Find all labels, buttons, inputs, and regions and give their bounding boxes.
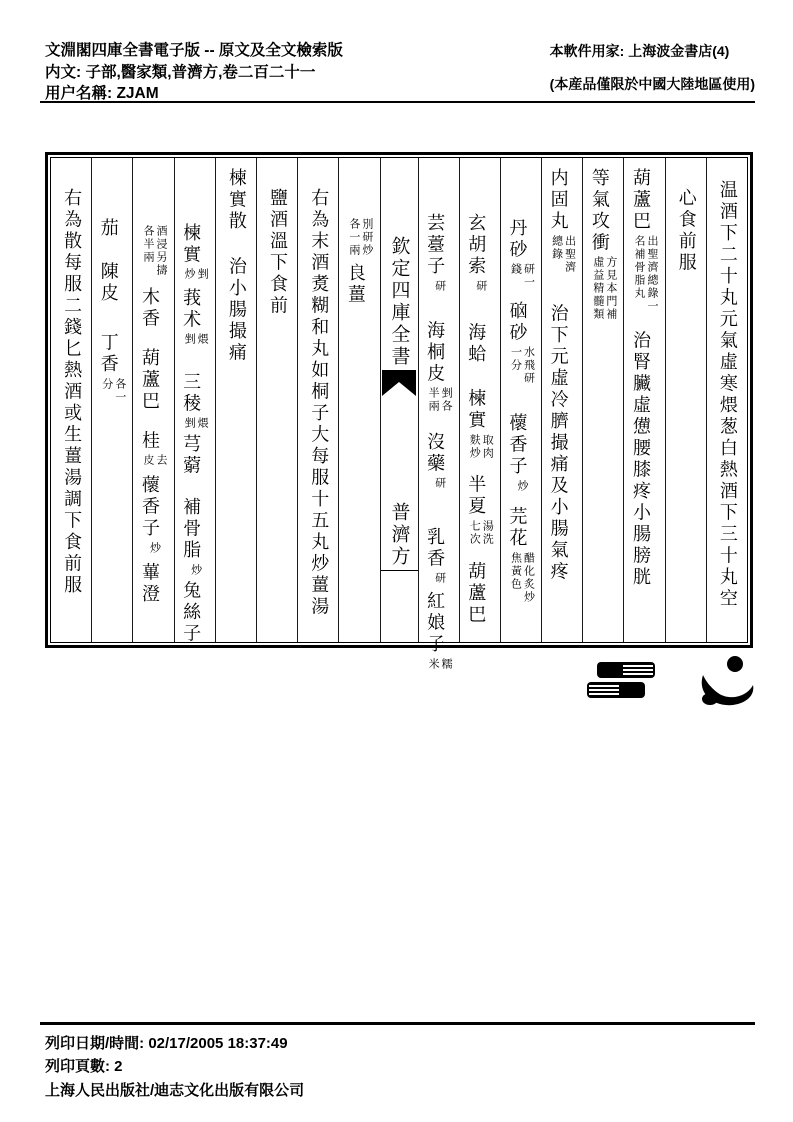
text-column-col-12 (256, 158, 297, 642)
gap (726, 168, 727, 180)
main-text-segment: 良薑 (344, 263, 366, 306)
annotation-segment (550, 235, 576, 274)
annotation-right-line: 水飛研 (522, 346, 536, 385)
text-column-col-7 (459, 158, 500, 642)
gap (318, 168, 319, 188)
gap (277, 168, 278, 188)
book-page (50, 157, 748, 671)
gap (148, 168, 149, 223)
annotation-right-line: 剉各 (440, 387, 454, 413)
annotation-segment (632, 235, 658, 313)
annotation-segment (148, 542, 161, 555)
banxin-column (380, 158, 418, 642)
gap (190, 168, 191, 223)
main-text-segment: 丹砂 (506, 218, 528, 261)
main-text-segment: 陳皮 (97, 261, 119, 305)
annotation-right-line: 糯 (440, 657, 454, 671)
annotation-right-line: 研一 (522, 263, 536, 289)
annotation-right-line: 研 (433, 279, 447, 293)
text-column-col-11 (297, 158, 338, 642)
gap (354, 168, 355, 216)
annotation-right-line: 研 (433, 477, 447, 490)
banxin-book-title: 普濟方 (388, 502, 411, 568)
gap (190, 477, 191, 497)
main-text-segment: 鹽酒溫下食前 (267, 188, 289, 317)
text-column-col-4 (582, 158, 623, 642)
annotation-segment (189, 564, 202, 577)
calligraphy-mark-logo-icon (691, 655, 759, 713)
column-text (346, 168, 373, 642)
gap (557, 276, 558, 304)
main-text-segment: 紅娘子 (424, 591, 446, 656)
annotation-right-line: 剉 (196, 268, 210, 281)
text-column-col-16 (91, 158, 132, 642)
text-column-col-5 (541, 158, 582, 642)
annotation-right-line: 炒 (189, 563, 203, 577)
annotation-left-line: 各半兩 (141, 225, 155, 264)
annotation-left-line: 剉 (183, 417, 197, 430)
gap (475, 295, 476, 323)
licensee: 本軟件用家: 上海波金書店(4) (549, 43, 730, 59)
annotation-left-line: 虛益精髓類 (591, 256, 605, 321)
annotation-segment (426, 658, 452, 671)
text-column-col-17 (51, 158, 91, 642)
gap (640, 315, 641, 331)
annotation-segment (182, 268, 208, 281)
banxin-rule (381, 570, 418, 571)
annotation-segment (141, 225, 167, 277)
gap (434, 295, 435, 321)
main-text-segment: 右為散每服二錢匕熱酒或生薑湯調下食前服 (61, 188, 83, 597)
annotation-right-line: 各一 (113, 377, 127, 404)
column-text (549, 168, 576, 642)
main-text-segment: 心食前服 (675, 188, 697, 274)
annotation-segment (509, 346, 535, 385)
main-text-segment: 治下元虛冷臍撮痛及小腸氣疼 (547, 303, 569, 583)
annotation-right-line: 別研炒 (360, 218, 374, 257)
annotation-left-line: 炒 (183, 268, 197, 281)
annotation-segment (474, 280, 487, 293)
header-left (45, 40, 343, 105)
text-column-col-14 (174, 158, 215, 645)
annotation-left-line: 皮 (141, 454, 155, 467)
annotation-left-line: 半兩 (427, 387, 441, 413)
annotation-segment (509, 263, 535, 289)
main-text-segment: 芎藭 (180, 434, 202, 477)
main-text-segment: 玄胡索 (465, 213, 487, 278)
main-text-segment: 内固丸 (547, 168, 569, 233)
annotation-segment (433, 572, 446, 585)
annotation-right-line: 湯洗 (481, 519, 495, 546)
header-right (550, 40, 755, 105)
annotation-segment (467, 520, 493, 546)
annotation-left-line: 米 (427, 657, 441, 671)
column-text (99, 168, 126, 642)
main-text-segment: 海桐皮 (424, 320, 446, 385)
annotation-segment (433, 280, 446, 293)
gap (107, 240, 108, 262)
main-text-segment: 楝實散 (225, 168, 247, 233)
app-title: 文淵閣四庫全書電子版 -- 原文及全文檢索版 (45, 42, 343, 59)
print-pages: 列印頁數: 2 (45, 1058, 123, 1076)
column-text (61, 168, 83, 642)
main-text-segment: 茄 (97, 218, 119, 240)
column-text (140, 168, 167, 642)
main-text-segment: 硇砂 (506, 301, 528, 344)
header-rule (40, 101, 755, 103)
main-text-segment: 右為末酒煑糊和丸如桐子大每服十五丸炒薑湯 (308, 188, 330, 618)
main-text-segment: 楝實 (465, 388, 487, 432)
annotation-segment (347, 218, 373, 257)
annotation-right-line: 取肉 (481, 433, 495, 460)
main-text-segment: 丁香 (97, 332, 119, 376)
annotation-right-line: 出聖濟總錄一 (646, 234, 660, 313)
main-text-segment: 楝實 (180, 223, 202, 266)
text-column-col-15 (132, 158, 173, 642)
main-text-segment: 葫蘆巴 (138, 348, 160, 413)
annotation-segment (515, 480, 528, 493)
gap (516, 495, 517, 507)
column-text (466, 168, 493, 642)
annotation-left-line: 焦黃色 (509, 551, 523, 591)
main-text-segment: 乳香 (424, 527, 446, 570)
text-column-col-1 (706, 158, 747, 642)
annotation-left-line: 麩炒 (468, 433, 482, 460)
main-text-segment: 木香 (138, 287, 160, 330)
text-column-col-10 (338, 158, 379, 642)
main-text-segment: 芫花 (506, 506, 528, 550)
column-text (424, 168, 454, 671)
main-text-segment: 莪术 (180, 288, 202, 331)
gap (434, 168, 435, 213)
column-text (180, 168, 210, 645)
main-text-segment: 蓽澄 (138, 562, 160, 606)
annotation-right-line: 醋化炙炒 (522, 551, 536, 604)
main-text-segment: 蘹香子 (506, 413, 528, 478)
gap (475, 462, 476, 475)
column-text (267, 168, 289, 642)
gap (107, 305, 108, 333)
column-text (590, 168, 617, 642)
main-text-segment: 葫蘆巴 (465, 561, 487, 626)
column-text (507, 168, 534, 642)
content-path: 内文: 子部,醫家類,普濟方,卷二百二十一 (45, 63, 316, 81)
column-text (631, 168, 658, 642)
annotation-segment (182, 417, 208, 430)
annotation-right-line: 酒浸另擣 (154, 225, 168, 277)
gap (434, 415, 435, 432)
gap (685, 168, 686, 188)
publisher: 上海人民出版社/迪志文化出版有限公司 (45, 1081, 305, 1099)
main-text-segment: 葫蘆巴 (630, 168, 652, 233)
annotation-segment (141, 454, 167, 467)
user-name: 用户名稱: ZJAM (45, 85, 159, 103)
publisher-logos (583, 655, 759, 713)
main-text-segment: 沒藥 (424, 432, 446, 475)
annotation-right-line: 研 (433, 572, 447, 585)
annotation-right-line: 研 (474, 279, 488, 293)
annotation-segment (509, 552, 535, 604)
annotation-left-line: 各一兩 (347, 218, 361, 257)
main-text-segment: 海蛤 (465, 322, 487, 366)
gap (107, 168, 108, 218)
license-note: (本産品僅限於中國大陸地區使用) (549, 75, 755, 92)
column-text (718, 168, 736, 642)
text-column-col-6 (500, 158, 541, 642)
text-column-col-2 (665, 158, 706, 642)
gap (148, 279, 149, 287)
annotation-left-line: 總錄 (550, 234, 564, 261)
header (45, 40, 755, 105)
gap (475, 366, 476, 389)
main-text-segment: 治小腸撮痛 (225, 256, 247, 364)
annotation-right-line: 出聖濟 (563, 234, 577, 274)
annotation-left-line: 分 (100, 377, 114, 391)
annotation-right-line: 炒 (515, 479, 529, 493)
annotation-segment (467, 434, 493, 460)
gap (190, 348, 191, 372)
footer-rule (40, 1022, 755, 1025)
column-text (677, 168, 695, 642)
gap (516, 168, 517, 218)
gap (516, 291, 517, 301)
fishtail-icon (382, 370, 416, 396)
gap (516, 387, 517, 413)
annotation-segment (100, 378, 126, 404)
footer (45, 1032, 304, 1102)
banxin-title: 欽定四庫全書 (388, 236, 411, 368)
book-page-frame (45, 152, 753, 671)
column-text (308, 168, 330, 642)
annotation-left-line: 名補骨脂丸 (633, 234, 647, 300)
main-text-segment: 蘹香子 (138, 475, 160, 540)
annotation-left-line: 七次 (468, 519, 482, 546)
main-text-segment: 半夏 (465, 474, 487, 518)
gap (475, 548, 476, 562)
annotation-right-line: 煨 (196, 333, 210, 346)
gap (235, 233, 236, 257)
main-text-segment: 温酒下二十丸元氣虛寒煨葱白熱酒下三十丸空 (716, 180, 738, 610)
main-text-segment: 芸薹子 (424, 213, 446, 278)
text-column-col-3 (623, 158, 664, 642)
main-text-segment: 桂 (138, 430, 160, 452)
main-text-segment: 三稜 (180, 372, 202, 415)
gap (148, 330, 149, 348)
gap (475, 168, 476, 213)
gap (148, 413, 149, 431)
annotation-right-line: 去 (154, 454, 168, 467)
annotation-left-line: 剉 (183, 333, 197, 346)
annotation-right-line: 炒 (148, 541, 162, 555)
column-text (227, 168, 245, 642)
book-stack-logo-icon (583, 659, 659, 709)
main-text-segment: 等氣攻衝 (588, 168, 610, 254)
gap (71, 168, 72, 188)
annotation-segment (182, 333, 208, 346)
main-text-segment: 治腎臟虛憊腰膝疼小腸膀胱 (630, 330, 652, 589)
annotation-segment (426, 387, 452, 413)
text-column-col-8 (418, 158, 459, 671)
print-datetime: 列印日期/時間: 02/17/2005 18:37:49 (45, 1035, 288, 1052)
gap (434, 492, 435, 527)
annotation-right-line: 方見本門補 (604, 256, 618, 321)
main-text-segment: 兔絲子 (180, 580, 202, 645)
text-column-col-13 (215, 158, 256, 642)
main-text-segment: 補骨脂 (180, 497, 202, 562)
annotation-segment (591, 256, 617, 321)
annotation-left-line: 一分 (509, 346, 523, 372)
annotation-segment (433, 477, 446, 490)
annotation-right-line: 煨 (196, 417, 210, 430)
annotation-left-line: 錢 (509, 263, 523, 276)
